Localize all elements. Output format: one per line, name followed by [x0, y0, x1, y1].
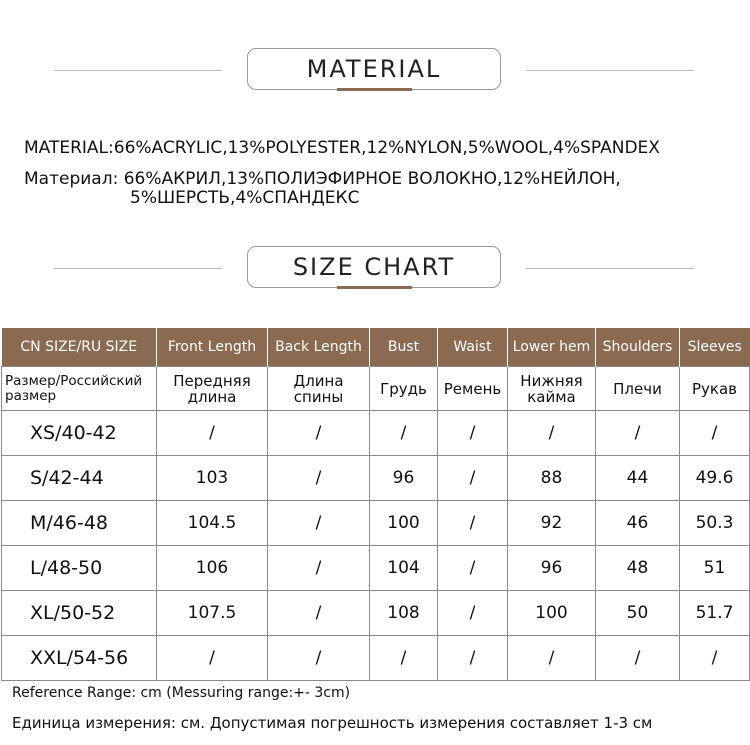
- col-header-ru-size: Размер/Российский размер: [2, 367, 157, 411]
- table-cell: 103: [157, 456, 268, 501]
- table-cell: 88: [508, 456, 596, 501]
- table-cell: /: [680, 411, 750, 456]
- col-header-ru-waist: Ремень: [438, 367, 508, 411]
- accent-bar: [337, 88, 412, 91]
- table-cell: 46: [596, 501, 680, 546]
- measurement-unit-note-ru: Единица измерения: см. Допустимая погрешность измерения составляет 1-3 см: [12, 714, 653, 732]
- table-cell: 51: [680, 546, 750, 591]
- table-cell: /: [268, 546, 370, 591]
- table-cell: /: [596, 411, 680, 456]
- table-cell: 50: [596, 591, 680, 636]
- table-cell: /: [370, 411, 438, 456]
- table-cell: 104: [370, 546, 438, 591]
- table-cell: /: [268, 456, 370, 501]
- table-row: [2, 411, 750, 456]
- table-cell: 51.7: [680, 591, 750, 636]
- divider-right: [526, 268, 694, 269]
- size-cell: L/48-50: [2, 546, 157, 591]
- table-cell: /: [157, 636, 268, 681]
- table-cell: /: [438, 411, 508, 456]
- material-en-line: [24, 139, 660, 158]
- table-row: [2, 501, 750, 546]
- size-cell: XL/50-52: [2, 591, 157, 636]
- size-cell: XXL/54-56: [2, 636, 157, 681]
- col-header-sleeves: Sleeves: [680, 328, 750, 367]
- table-cell: /: [157, 411, 268, 456]
- table-cell: 49.6: [680, 456, 750, 501]
- material-ru-label: Материал:: [24, 169, 119, 189]
- col-header-ru-lower-hem: Нижняя кайма: [508, 367, 596, 411]
- col-header-lower-hem: Lower hem: [508, 328, 596, 367]
- material-ru-value-line1: 66%АКРИЛ,13%ПОЛИЭФИРНОЕ ВОЛОКНО,12%НЕЙЛОН,: [123, 169, 621, 189]
- table-cell: /: [438, 636, 508, 681]
- table-cell: 104.5: [157, 501, 268, 546]
- size-cell: S/42-44: [2, 456, 157, 501]
- table-cell: /: [438, 591, 508, 636]
- size-chart-section-header: [0, 246, 750, 292]
- header-row-en: [2, 328, 750, 367]
- table-row: [2, 591, 750, 636]
- accent-bar: [337, 286, 412, 289]
- table-cell: 48: [596, 546, 680, 591]
- table-cell: 100: [508, 591, 596, 636]
- table-cell: 100: [370, 501, 438, 546]
- table-cell: 50.3: [680, 501, 750, 546]
- table-cell: /: [370, 636, 438, 681]
- divider-left: [54, 268, 222, 269]
- table-cell: 92: [508, 501, 596, 546]
- material-en-value: 66%ACRYLIC,13%POLYESTER,12%NYLON,5%WOOL,4%SPANDEX: [113, 138, 660, 158]
- table-cell: 108: [370, 591, 438, 636]
- table-cell: 107.5: [157, 591, 268, 636]
- divider-left: [54, 70, 222, 71]
- table-cell: /: [438, 501, 508, 546]
- material-en-label: MATERIAL:: [24, 138, 114, 158]
- table-cell: 106: [157, 546, 268, 591]
- size-cell: XS/40-42: [2, 411, 157, 456]
- material-section-header: [0, 48, 750, 94]
- table-cell: /: [268, 411, 370, 456]
- col-header-ru-shoulders: Плечи: [596, 367, 680, 411]
- table-cell: /: [508, 636, 596, 681]
- table-row: [2, 546, 750, 591]
- col-header-bust: Bust: [370, 328, 438, 367]
- table-row: [2, 456, 750, 501]
- col-header-waist: Waist: [438, 328, 508, 367]
- col-header-front-length: Front Length: [157, 328, 268, 367]
- table-cell: /: [268, 501, 370, 546]
- size-cell: M/46-48: [2, 501, 157, 546]
- table-cell: /: [268, 636, 370, 681]
- table-cell: 44: [596, 456, 680, 501]
- col-header-ru-bust: Грудь: [370, 367, 438, 411]
- material-ru-value-line2: 5%ШЕРСТЬ,4%СПАНДЕКС: [130, 188, 360, 208]
- divider-right: [526, 70, 694, 71]
- table-cell: /: [680, 636, 750, 681]
- table-row: [2, 636, 750, 681]
- reference-range-note: Reference Range: cm (Messuring range:+- 3cm): [12, 685, 351, 701]
- header-row-ru: [2, 367, 750, 411]
- size-chart-table: [1, 328, 750, 681]
- table-cell: /: [438, 456, 508, 501]
- size-chart-title: SIZE CHART: [247, 246, 501, 288]
- table-cell: 96: [370, 456, 438, 501]
- table-cell: /: [438, 546, 508, 591]
- material-ru-line: [24, 170, 621, 189]
- col-header-back-length: Back Length: [268, 328, 370, 367]
- col-header-ru-sleeves: Рукав: [680, 367, 750, 411]
- table-cell: /: [268, 591, 370, 636]
- table-cell: /: [596, 636, 680, 681]
- col-header-ru-back-length: Длина спины: [268, 367, 370, 411]
- table-cell: 96: [508, 546, 596, 591]
- col-header-shoulders: Shoulders: [596, 328, 680, 367]
- col-header-ru-front-length: Передняя длина: [157, 367, 268, 411]
- table-cell: /: [508, 411, 596, 456]
- material-title: MATERIAL: [247, 48, 501, 90]
- col-header-size: CN SIZE/RU SIZE: [2, 328, 157, 367]
